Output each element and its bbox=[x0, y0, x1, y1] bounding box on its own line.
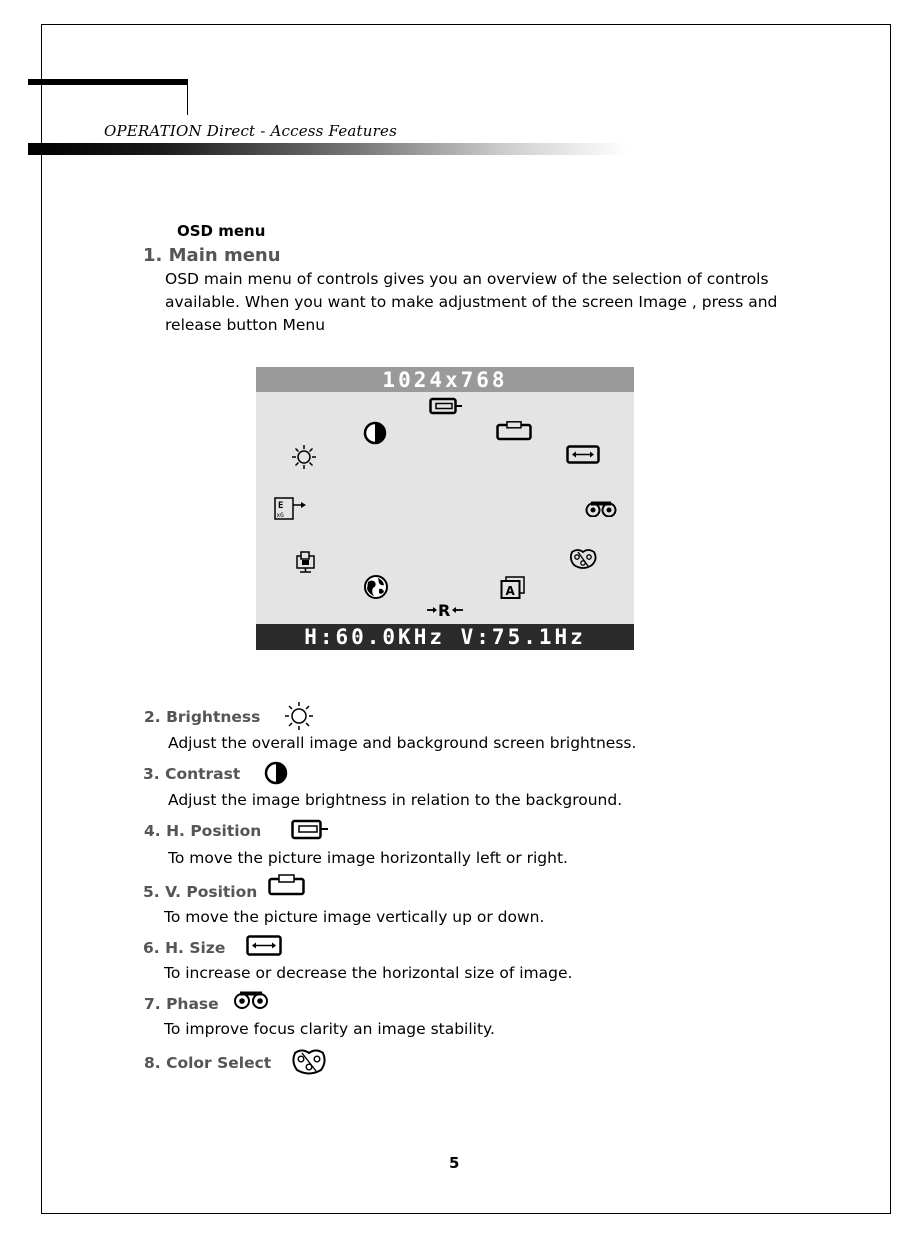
item-description-h-position: To move the picture image horizontally left or right. bbox=[168, 849, 568, 867]
phase-icon bbox=[584, 501, 618, 517]
page-number: 5 bbox=[449, 1154, 460, 1172]
svg-text:xG: xG bbox=[276, 512, 284, 519]
item-title-v-position: 5. V. Position bbox=[143, 883, 258, 901]
contrast-icon bbox=[264, 761, 288, 785]
svg-text:A: A bbox=[505, 584, 515, 598]
item-description-h-size: To increase or decrease the horizontal size of image. bbox=[164, 964, 573, 982]
brightness-icon bbox=[284, 702, 314, 730]
item-title-brightness: 2. Brightness bbox=[144, 708, 261, 726]
main-menu-description: OSD main menu of controls gives you an overview of the selection of controls available. When you want to make adjustment of the screen Image , press and release button Menu bbox=[165, 270, 778, 334]
svg-text:E: E bbox=[278, 501, 284, 511]
item-title-h-position: 4. H. Position bbox=[144, 822, 262, 840]
section-title: OPERATION Direct - Access Features bbox=[104, 122, 397, 140]
item-description-contrast: Adjust the image brightness in relation to the background. bbox=[168, 791, 623, 809]
recall-icon bbox=[427, 600, 463, 620]
osd-resolution: 1024x768 bbox=[256, 367, 634, 392]
contrast-icon bbox=[363, 421, 387, 445]
header-divider bbox=[187, 79, 188, 115]
item-title-color-select: 8. Color Select bbox=[144, 1054, 272, 1072]
osd-frequency: H:60.0KHz V:75.1Hz bbox=[256, 624, 634, 650]
header-gradient-bar bbox=[28, 143, 628, 155]
item-description-phase: To improve focus clarity an image stability. bbox=[164, 1020, 495, 1038]
item-title-h-size: 6. H. Size bbox=[143, 939, 226, 957]
color-select-icon bbox=[568, 547, 598, 571]
h-position-icon bbox=[291, 819, 329, 841]
osd-screen bbox=[256, 367, 634, 650]
h-size-icon bbox=[246, 935, 282, 957]
item-description-v-position: To move the picture image vertically up or down. bbox=[164, 908, 545, 926]
main-menu-title: 1. Main menu bbox=[143, 245, 281, 266]
osd-menu-label: OSD menu bbox=[177, 222, 266, 240]
svg-text:R: R bbox=[438, 601, 451, 620]
v-position-icon bbox=[268, 874, 306, 896]
item-title-phase: 7. Phase bbox=[144, 995, 219, 1013]
world-icon bbox=[363, 574, 389, 600]
language-icon bbox=[274, 497, 308, 521]
brightness-icon bbox=[292, 445, 316, 469]
color-select-icon bbox=[290, 1047, 328, 1077]
text-mode-icon bbox=[500, 576, 526, 600]
item-title-contrast: 3. Contrast bbox=[143, 765, 241, 783]
h-position-icon bbox=[429, 397, 463, 415]
v-position-icon bbox=[496, 421, 532, 441]
item-description-brightness: Adjust the overall image and background screen brightness. bbox=[168, 734, 637, 752]
header-rule bbox=[28, 79, 188, 85]
phase-icon bbox=[232, 991, 270, 1009]
osd-position-icon bbox=[294, 550, 318, 574]
h-size-icon bbox=[566, 445, 600, 465]
